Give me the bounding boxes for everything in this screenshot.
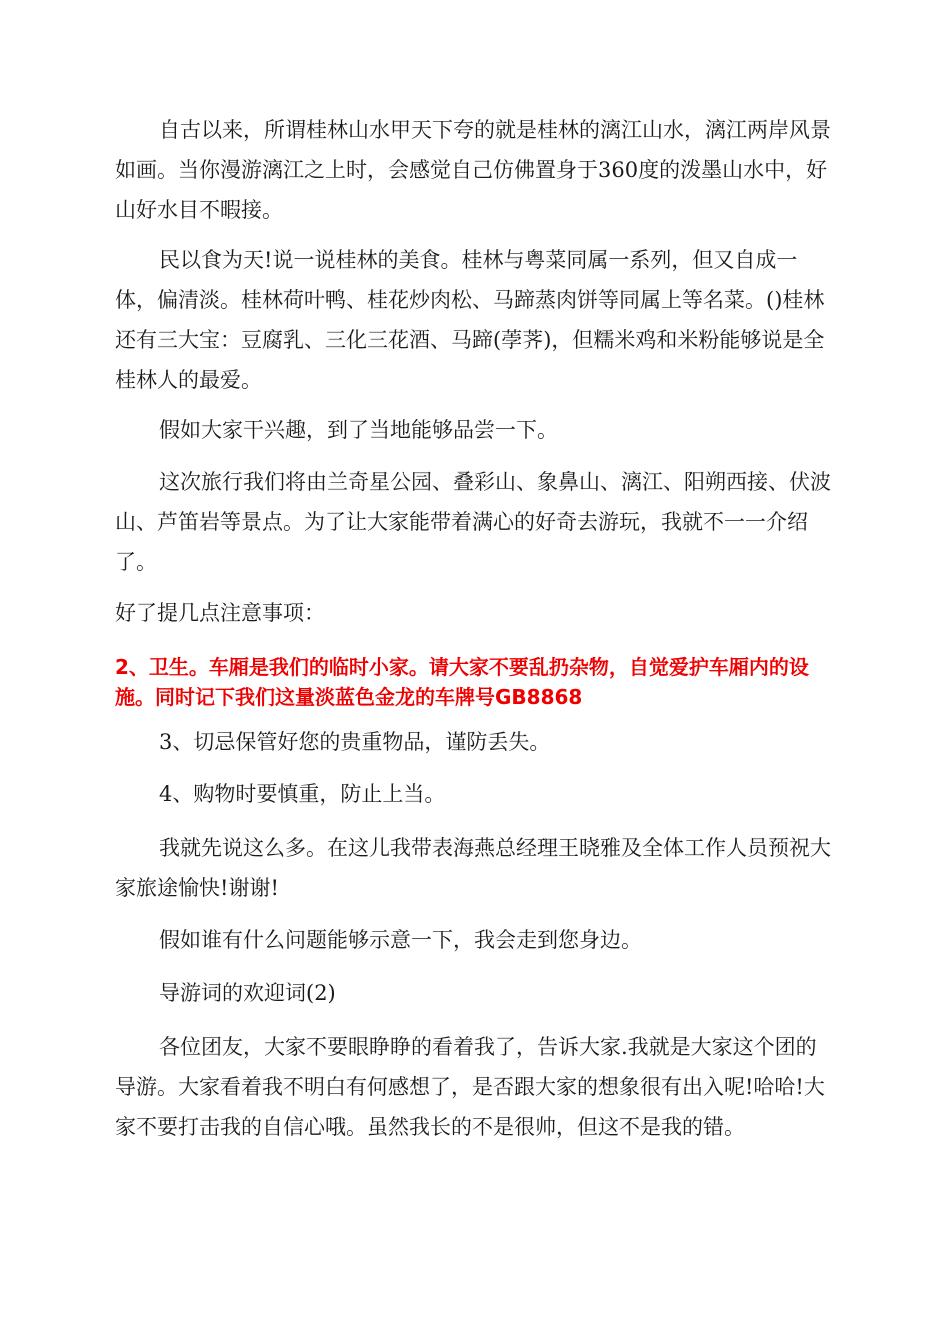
paragraph-guilin-food: 民以食为天!说一说桂林的美食。桂林与粤菜同属一系列，但又自成一体，偏清淡。桂林荷叶鸭、桂花炒肉松、马蹄蒸肉饼等同属上等名菜。()桂林还有三大宝：豆腐乳、三化三花酒、马蹄(荸荠)，但糯米鸡和米粉能够说是全桂林人的最爱。 bbox=[115, 248, 825, 392]
paragraph-shopping-note: 4、购物时要慎重，防止上当。 bbox=[159, 782, 446, 806]
paragraph-closing-wishes: 我就先说这么多。在这儿我带表海燕总经理王晓雅及全体工作人员预祝大家旅途愉快!谢谢! bbox=[115, 836, 831, 900]
paragraph-notes-intro: 好了提几点注意事项： bbox=[115, 601, 325, 625]
section-heading-welcome-2: 导游词的欢迎词(2) bbox=[159, 981, 336, 1005]
paragraph-guide-intro: 各位团友，大家不要眼睁睁的看着我了，告诉大家.我就是大家这个团的导游。大家看着我不明白有何感想了，是否跟大家的想象很有出入呢!哈哈!大家不要打击我的自信心哦。虽然我长的不是很帅，但这不是我的错。 bbox=[115, 1035, 825, 1139]
paragraph-itinerary: 这次旅行我们将由兰奇星公园、叠彩山、象鼻山、漓江、阳朔西接、伏波山、芦笛岩等景点。为了让大家能带着满心的好奇去游玩，我就不一一介绍了。 bbox=[115, 470, 831, 574]
paragraph-taste-suggestion: 假如大家干兴趣，到了当地能够品尝一下。 bbox=[159, 418, 558, 442]
paragraph-valuables-note: 3、切忌保管好您的贵重物品，谨防丢失。 bbox=[159, 730, 551, 754]
highlight-hygiene-note: 2、卫生。车厢是我们的临时小家。请大家不要乱扔杂物，自觉爱护车厢内的设施。同时记下我们这量淡蓝色金龙的车牌号GB8868 bbox=[115, 655, 809, 709]
paragraph-guilin-scenery: 自古以来，所谓桂林山水甲天下夸的就是桂林的漓江山水，漓江两岸风景如画。当你漫游漓江之上时，会感觉自己仿佛置身于360度的泼墨山水中，好山好水目不暇接。 bbox=[115, 118, 831, 222]
paragraph-questions: 假如谁有什么问题能够示意一下，我会走到您身边。 bbox=[159, 928, 642, 952]
